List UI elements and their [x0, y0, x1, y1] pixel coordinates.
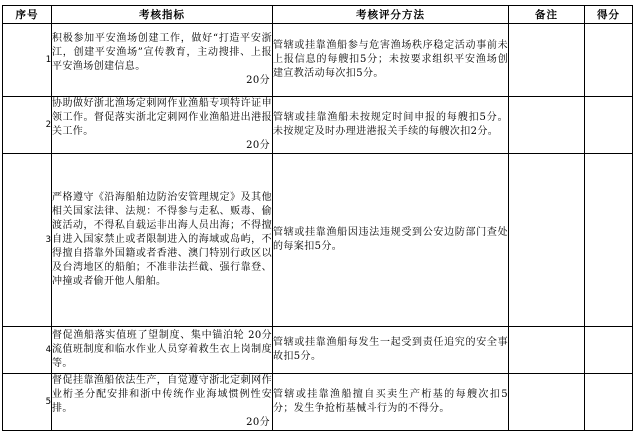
- note-cell[interactable]: [509, 327, 585, 374]
- method-cell: 管辖或挂靠渔船每发生一起受到责任追究的安全事故扣5分。: [273, 327, 509, 374]
- table-row: [3, 97, 633, 154]
- note-cell[interactable]: [509, 24, 585, 97]
- note-cell[interactable]: [509, 154, 585, 327]
- row-number: 2: [3, 97, 52, 154]
- indicator-cell: [52, 24, 273, 97]
- points-label: 20分: [246, 75, 270, 86]
- table-row: [3, 327, 633, 374]
- indicator-text: 督促挂靠渔船依法生产，自觉遵守浙北定刺网作业桁圣分配安排和浙中传统作业海域惯例性安排。: [52, 375, 272, 414]
- indicator-text: 督促渔船落实值班了望制度、集中锚泊轮流值班制度和临水作业人员穿着救生衣上岗制度等。: [52, 330, 272, 369]
- assessment-table: [2, 5, 633, 431]
- row-number: 3: [3, 154, 52, 327]
- indicator-text: 协助做好浙北渔场定刺网作业渔船专项特许证申领工作。督促落实浙北定刺网作业渔船进出港报关工作。: [52, 98, 272, 137]
- row-number: 5: [3, 374, 52, 431]
- header-indicator: 考核指标: [52, 6, 273, 24]
- score-cell[interactable]: [585, 374, 633, 431]
- score-cell[interactable]: [585, 97, 633, 154]
- header-row: [3, 6, 633, 24]
- indicator-cell: [52, 97, 273, 154]
- indicator-cell: [52, 374, 273, 431]
- header-note: 备注: [509, 6, 585, 24]
- method-cell: 管辖或挂靠渔船擅自买卖生产桁基的每艘次扣5分；发生争抢桁基械斗行为的不得分。: [273, 374, 509, 431]
- points-label: 20分: [246, 417, 270, 428]
- score-cell[interactable]: [585, 24, 633, 97]
- row-number: 1: [3, 24, 52, 97]
- points-label: 20分: [248, 330, 272, 341]
- header-method: 考核评分方法: [273, 6, 509, 24]
- assessment-table-container: [2, 5, 632, 431]
- table-row: [3, 154, 633, 327]
- indicator-cell: [52, 154, 273, 327]
- header-no: 序号: [3, 6, 52, 24]
- method-cell: 管辖或挂靠渔船因违法违规受到公安边防部门查处的每案扣5分。: [273, 154, 509, 327]
- row-number: 4: [3, 327, 52, 374]
- table-row: [3, 24, 633, 97]
- method-cell: 管辖或挂靠渔船参与危害渔场秩序稳定活动事前未上报信息的每艘扣5分；未按要求组织平安渔场创建宣教活动每次扣5分。: [273, 24, 509, 97]
- points-label: 20分: [246, 140, 270, 151]
- note-cell[interactable]: [509, 97, 585, 154]
- indicator-text: 严格遵守《沿海船舶边防治安管理规定》及其他相关国家法律、法规：不得参与走私、贩毒、偷渡活动，不得私自载运非出海人员出海；不得擅自进入国家禁止或者限制进入的海域或岛屿，不得擅自搭靠外国籍或者香港、澳门特别行政区以及台湾地区的船舶；不准非法拦截、强行靠登、冲撞或者偷开他人船舶。: [52, 192, 272, 287]
- score-cell[interactable]: [585, 154, 633, 327]
- indicator-cell: [52, 327, 273, 374]
- indicator-text: 积极参加平安渔场创建工作，做好“打造平安浙江，创建平安渔场”宣传教育，主动搜排、上报平安渔场创建信息。: [52, 33, 272, 72]
- header-score: 得分: [585, 6, 633, 24]
- note-cell[interactable]: [509, 374, 585, 431]
- table-row: [3, 374, 633, 431]
- method-cell: 管辖或挂靠渔船未按规定时间申报的每艘扣5分。未按规定及时办理进港报关手续的每艘次扣2分。: [273, 97, 509, 154]
- score-cell[interactable]: [585, 327, 633, 374]
